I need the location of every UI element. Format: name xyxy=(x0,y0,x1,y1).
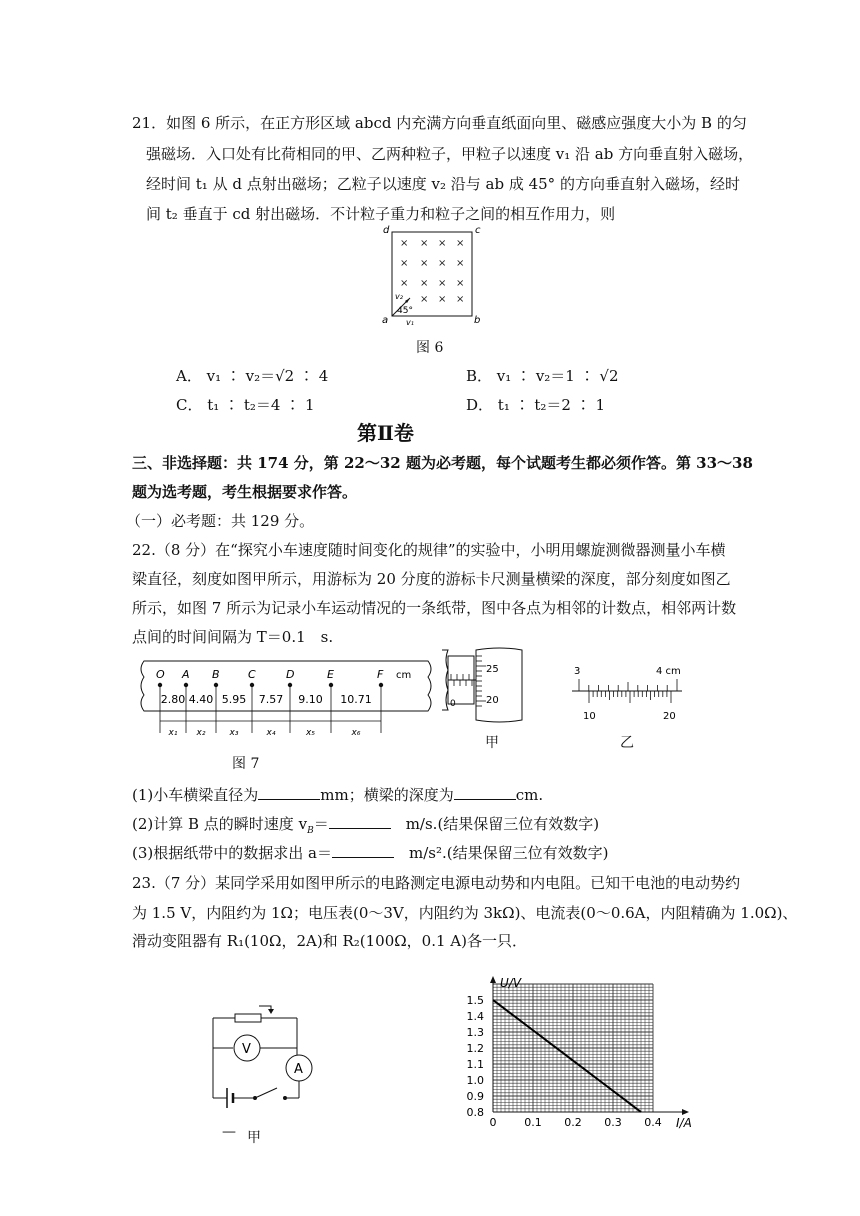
field-crosses xyxy=(400,238,464,305)
paper-tape-figure xyxy=(130,655,435,745)
q22-line1: 22.（8 分）在“探究小车速度随时间变化的规律”的实验中，小明用螺旋测微器测量小车横 xyxy=(132,541,726,559)
figure-6-magnetic-field xyxy=(370,222,490,332)
graph-series xyxy=(493,1000,641,1112)
tape-x-label: x₁ xyxy=(168,728,178,738)
subq1-middle: mm；横梁的深度为 xyxy=(320,786,454,804)
label-b: b xyxy=(474,315,481,326)
micrometer-thimble-scale xyxy=(476,656,486,706)
field-cross: × xyxy=(420,278,429,289)
tape-point-label: O xyxy=(156,668,165,681)
micrometer-caption: 甲 xyxy=(485,735,499,751)
tape-x-label: x₃ xyxy=(229,728,239,738)
y-tick-label: 0.9 xyxy=(466,1090,484,1103)
graph-y-tick-labels xyxy=(467,994,485,1119)
y-tick-label: 1.3 xyxy=(466,1026,484,1039)
answer-blank-velocity[interactable] xyxy=(329,814,391,829)
field-cross: × xyxy=(438,258,447,269)
tape-x-label: x₂ xyxy=(196,728,206,738)
option-a: A． v₁ ∶ v₂＝√2 ∶ 4 xyxy=(176,367,329,385)
x-tick-label: 0.3 xyxy=(604,1116,622,1129)
circuit-dash: — xyxy=(222,1124,236,1140)
voltmeter-label: V xyxy=(242,1042,251,1057)
circuit-caption: 甲 xyxy=(247,1130,261,1146)
graph-grid xyxy=(493,984,653,1112)
subq3-end: m/s².(结果保留三位有效数字) xyxy=(393,844,609,862)
graph-xlabel: I/A xyxy=(676,1116,692,1130)
y-tick-label: 1.2 xyxy=(466,1042,484,1055)
y-tick-label: 1.1 xyxy=(466,1058,484,1071)
figure-7-caption: 图 7 xyxy=(232,756,260,772)
part3-sub: （一）必考题：共 129 分。 xyxy=(126,512,315,530)
tape-point-label: F xyxy=(377,668,384,681)
tape-distance-value: 2.80 xyxy=(160,693,186,706)
tape-x-label: x₅ xyxy=(306,728,315,738)
vernier-caption: 乙 xyxy=(620,735,634,751)
q22-subq1 xyxy=(132,785,543,805)
mic-label-20: 20 xyxy=(486,695,499,706)
q22-subq3 xyxy=(132,843,608,863)
q21-line2: 强磁场．入口处有比荷相同的甲、乙两种粒子，甲粒子以速度 v₁ 沿 ab 方向垂直射入磁场， xyxy=(146,145,754,163)
x-tick-label: 0.1 xyxy=(524,1116,542,1129)
vernier-top-3: 3 xyxy=(574,666,581,677)
tape-point-label: E xyxy=(327,668,334,681)
field-cross: × xyxy=(420,294,429,305)
graph-ylabel: U/V xyxy=(500,976,522,990)
q22-line4: 点间的时间间隔为 T＝0.1 s. xyxy=(132,628,334,646)
field-cross: × xyxy=(420,258,429,269)
vernier-figure xyxy=(570,664,690,724)
field-cross: × xyxy=(400,238,409,249)
tape-distance-value: 9.10 xyxy=(298,693,323,706)
tape-point-label: D xyxy=(286,668,295,681)
option-b: B． v₁ ∶ v₂＝1 ∶ √2 xyxy=(466,367,619,385)
subq3-prefix: (3)根据纸带中的数据求出 a＝ xyxy=(132,844,332,862)
u-i-graph xyxy=(440,970,710,1140)
answer-blank-depth[interactable] xyxy=(454,785,516,800)
q23-line3: 滑动变阻器有 R₁(10Ω，2A)和 R₂(100Ω，0.1 A)各一只． xyxy=(132,932,527,950)
field-cross: × xyxy=(420,238,429,249)
label-d: d xyxy=(383,225,390,236)
tape-point-label: A xyxy=(182,668,190,681)
subq2-prefix: (2)计算 B 点的瞬时速度 v xyxy=(132,815,308,833)
field-cross: × xyxy=(400,258,409,269)
subq1-end: cm. xyxy=(515,786,544,804)
label-a: a xyxy=(382,315,389,326)
figure-6-caption: 图 6 xyxy=(416,340,444,356)
field-cross: × xyxy=(456,238,465,249)
vernier-bottom-20: 20 xyxy=(663,711,676,722)
tape-distance-value: 4.40 xyxy=(188,693,214,706)
subq2-subscript: B xyxy=(307,826,314,836)
vernier-top-4: 4 cm xyxy=(656,666,681,677)
x-tick-label: 0 xyxy=(489,1116,497,1129)
label-v2: v₂ xyxy=(395,292,403,301)
tape-x-label: x₄ xyxy=(266,728,276,738)
label-v1: v₁ xyxy=(406,318,414,327)
subq2-eq: ＝ xyxy=(313,815,329,833)
option-d: D． t₁ ∶ t₂＝2 ∶ 1 xyxy=(466,396,606,414)
q22-subq2 xyxy=(132,814,599,841)
tape-points xyxy=(156,668,384,687)
tape-distance-value: 7.57 xyxy=(258,693,284,706)
q21-line1: 21．如图 6 所示，在正方形区域 abcd 内充满方向垂直纸面向里、磁感应强度大小为 B 的匀 xyxy=(132,114,747,132)
q23-line2: 为 1.5 V，内阻约为 1Ω；电压表(0～3V，内阻约为 3kΩ)、电流表(0～0.6A，内阻精确为 1.0Ω)、 xyxy=(132,904,798,922)
label-c: c xyxy=(475,225,481,236)
tape-point-label: B xyxy=(212,668,220,681)
section-title: 第Ⅱ卷 xyxy=(357,421,414,445)
tape-unit: cm xyxy=(396,670,412,681)
q23-line1: 23.（7 分）某同学采用如图甲所示的电路测定电源电动势和内电阻。已知干电池的电动势约 xyxy=(132,874,741,892)
vernier-bottom-10: 10 xyxy=(583,711,596,722)
field-cross: × xyxy=(438,278,447,289)
q22-line3: 所示，如图 7 所示为记录小车运动情况的一条纸带，图中各点为相邻的计数点，相邻两计数 xyxy=(132,599,737,617)
answer-blank-acceleration[interactable] xyxy=(332,843,394,858)
field-cross: × xyxy=(400,278,409,289)
graph-x-tick-labels xyxy=(490,1116,662,1129)
option-c: C． t₁ ∶ t₂＝4 ∶ 1 xyxy=(176,396,315,414)
q21-line3: 经时间 t₁ 从 d 点射出磁场；乙粒子以速度 v₂ 沿与 ab 成 45° 的方向垂直射入磁场，经时 xyxy=(146,175,740,193)
circuit-diagram xyxy=(205,1000,330,1110)
field-cross: × xyxy=(456,278,465,289)
field-cross: × xyxy=(456,294,465,305)
field-cross: × xyxy=(438,294,447,305)
mic-label-25: 25 xyxy=(486,664,499,675)
u-i-line xyxy=(493,1000,641,1112)
part3-line2: 题为选考题，考生根据要求作答。 xyxy=(132,483,358,501)
tape-distance-value: 10.71 xyxy=(340,693,372,706)
part3-line1: 三、非选择题：共 174 分，第 22～32 题为必考题，每个试题考生都必须作答。第 33～38 xyxy=(132,454,753,472)
subq2-end: m/s.(结果保留三位有效数字) xyxy=(390,815,600,833)
tape-point-label: C xyxy=(248,668,256,681)
y-tick-label: 1.0 xyxy=(466,1074,484,1087)
subq1-prefix: (1)小车横梁直径为 xyxy=(132,786,259,804)
field-cross: × xyxy=(438,238,447,249)
x-tick-label: 0.4 xyxy=(644,1116,662,1129)
tape-distance-value: 5.95 xyxy=(221,693,247,706)
micrometer-figure xyxy=(440,646,540,746)
q21-line4: 间 t₂ 垂直于 cd 射出磁场．不计粒子重力和粒子之间的相互作用力，则 xyxy=(146,205,616,223)
y-tick-label: 1.5 xyxy=(466,994,484,1007)
mic-label-0: 0 xyxy=(450,699,456,709)
y-tick-label: 0.8 xyxy=(466,1106,484,1119)
label-angle: 45° xyxy=(397,306,413,316)
ammeter-label: A xyxy=(294,1062,303,1077)
y-tick-label: 1.4 xyxy=(466,1010,484,1023)
field-cross: × xyxy=(456,258,465,269)
q22-line2: 梁直径，刻度如图甲所示，用游标为 20 分度的游标卡尺测量横梁的深度，部分刻度如图乙 xyxy=(132,570,731,588)
x-tick-label: 0.2 xyxy=(564,1116,582,1129)
answer-blank-diameter[interactable] xyxy=(258,785,320,800)
tape-x-label: x₆ xyxy=(351,728,361,738)
